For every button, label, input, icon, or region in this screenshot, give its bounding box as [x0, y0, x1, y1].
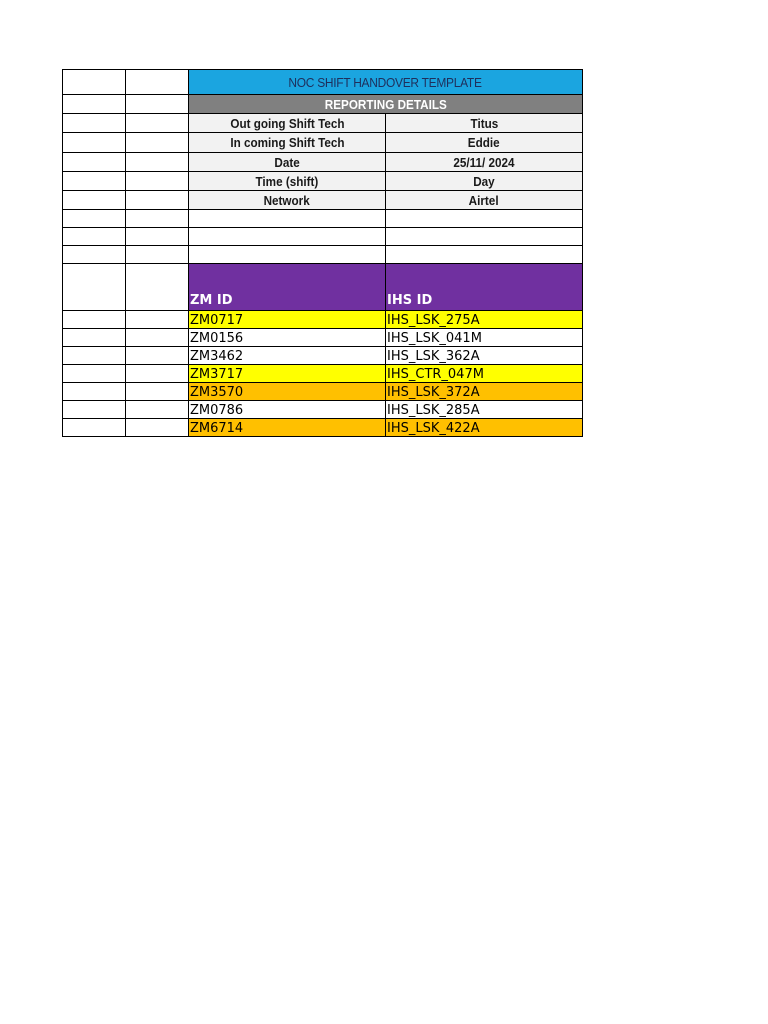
empty-cell[interactable] — [126, 401, 189, 419]
zm-id-cell[interactable]: ZM3570 — [189, 383, 386, 401]
empty-cell[interactable] — [63, 210, 126, 228]
empty-cell[interactable] — [63, 95, 126, 114]
detail-value: Airtel — [469, 192, 499, 208]
empty-cell[interactable] — [63, 401, 126, 419]
detail-label: Out going Shift Tech — [229, 115, 345, 131]
detail-value-cell[interactable] — [386, 172, 583, 191]
ihs-id-cell[interactable]: IHS_LSK_275A — [386, 311, 583, 329]
detail-value-cell[interactable] — [386, 191, 583, 210]
detail-value-cell[interactable] — [386, 114, 583, 133]
detail-value-cell[interactable] — [386, 133, 583, 153]
table-row — [63, 311, 583, 329]
ihs-id-cell[interactable]: IHS_CTR_047M — [386, 365, 583, 383]
empty-cell[interactable] — [126, 153, 189, 172]
detail-label: Network — [263, 192, 311, 208]
empty-cell[interactable] — [126, 246, 189, 264]
detail-label-cell[interactable] — [189, 153, 386, 172]
detail-row — [63, 172, 583, 191]
empty-cell[interactable] — [126, 191, 189, 210]
detail-label: In coming Shift Tech — [229, 135, 345, 150]
zm-id-cell[interactable]: ZM3462 — [189, 347, 386, 365]
empty-cell[interactable] — [126, 329, 189, 347]
detail-label-cell[interactable] — [189, 133, 386, 153]
empty-cell[interactable] — [63, 228, 126, 246]
empty-cell[interactable] — [63, 311, 126, 329]
empty-cell[interactable] — [126, 347, 189, 365]
empty-cell[interactable] — [189, 228, 386, 246]
empty-cell[interactable] — [63, 133, 126, 153]
detail-row — [63, 114, 583, 133]
empty-cell[interactable] — [126, 264, 189, 311]
empty-cell[interactable] — [63, 153, 126, 172]
zm-id-cell[interactable]: ZM3717 — [189, 365, 386, 383]
ihs-id-cell[interactable]: IHS_LSK_041M — [386, 329, 583, 347]
empty-cell[interactable] — [63, 191, 126, 210]
detail-label-cell[interactable] — [189, 172, 386, 191]
zm-id-cell[interactable]: ZM6714 — [189, 419, 386, 437]
empty-cell[interactable] — [63, 172, 126, 191]
empty-cell[interactable] — [189, 210, 386, 228]
ihs-id-header[interactable]: IHS ID — [386, 264, 583, 311]
table-row — [63, 383, 583, 401]
empty-cell[interactable] — [126, 95, 189, 114]
empty-cell[interactable] — [126, 70, 189, 95]
empty-cell[interactable] — [63, 329, 126, 347]
empty-cell[interactable] — [126, 228, 189, 246]
empty-cell[interactable] — [63, 347, 126, 365]
detail-value: 25/11/ 2024 — [453, 154, 515, 170]
title-row — [63, 70, 583, 95]
empty-cell[interactable] — [126, 114, 189, 133]
section-header-text: REPORTING DETAILS — [324, 96, 447, 112]
empty-cell[interactable] — [63, 383, 126, 401]
detail-value: Day — [473, 173, 495, 189]
table-row — [63, 419, 583, 437]
empty-cell[interactable] — [126, 311, 189, 329]
detail-value-cell[interactable] — [386, 153, 583, 172]
empty-cell[interactable] — [126, 172, 189, 191]
zm-id-cell[interactable]: ZM0786 — [189, 401, 386, 419]
ihs-id-cell[interactable]: IHS_LSK_285A — [386, 401, 583, 419]
blank-row — [63, 228, 583, 246]
detail-row — [63, 153, 583, 172]
empty-cell[interactable] — [126, 133, 189, 153]
empty-cell[interactable] — [63, 365, 126, 383]
empty-cell[interactable] — [126, 419, 189, 437]
empty-cell[interactable] — [63, 264, 126, 311]
detail-label: Date — [274, 154, 300, 170]
empty-cell[interactable] — [386, 228, 583, 246]
column-header-row — [63, 264, 583, 311]
empty-cell[interactable] — [126, 365, 189, 383]
section-row — [63, 95, 583, 114]
section-header[interactable] — [189, 95, 583, 114]
ihs-id-cell[interactable]: IHS_LSK_362A — [386, 347, 583, 365]
empty-cell[interactable] — [126, 383, 189, 401]
detail-value: Eddie — [468, 135, 500, 150]
handover-sheet — [62, 69, 583, 437]
zm-id-cell[interactable]: ZM0156 — [189, 329, 386, 347]
detail-row — [63, 191, 583, 210]
empty-cell[interactable] — [63, 114, 126, 133]
empty-cell[interactable] — [189, 246, 386, 264]
empty-cell[interactable] — [63, 419, 126, 437]
detail-label-cell[interactable] — [189, 114, 386, 133]
table-row — [63, 401, 583, 419]
empty-cell[interactable] — [126, 210, 189, 228]
empty-cell[interactable] — [63, 246, 126, 264]
empty-cell[interactable] — [386, 210, 583, 228]
empty-cell[interactable] — [386, 246, 583, 264]
zm-id-cell[interactable]: ZM0717 — [189, 311, 386, 329]
detail-row — [63, 133, 583, 153]
table-row — [63, 329, 583, 347]
detail-label-cell[interactable] — [189, 191, 386, 210]
blank-row — [63, 210, 583, 228]
zm-id-header[interactable]: ZM ID — [189, 264, 386, 311]
table-row — [63, 365, 583, 383]
ihs-id-cell[interactable]: IHS_LSK_422A — [386, 419, 583, 437]
ihs-id-cell[interactable]: IHS_LSK_372A — [386, 383, 583, 401]
table-row — [63, 347, 583, 365]
detail-label: Time (shift) — [255, 173, 319, 189]
detail-value: Titus — [470, 115, 498, 131]
blank-row — [63, 246, 583, 264]
sheet-title[interactable] — [189, 70, 583, 95]
sheet-title-text: NOC SHIFT HANDOVER TEMPLATE — [288, 74, 483, 90]
site-rows — [63, 311, 583, 437]
empty-cell[interactable] — [63, 70, 126, 95]
